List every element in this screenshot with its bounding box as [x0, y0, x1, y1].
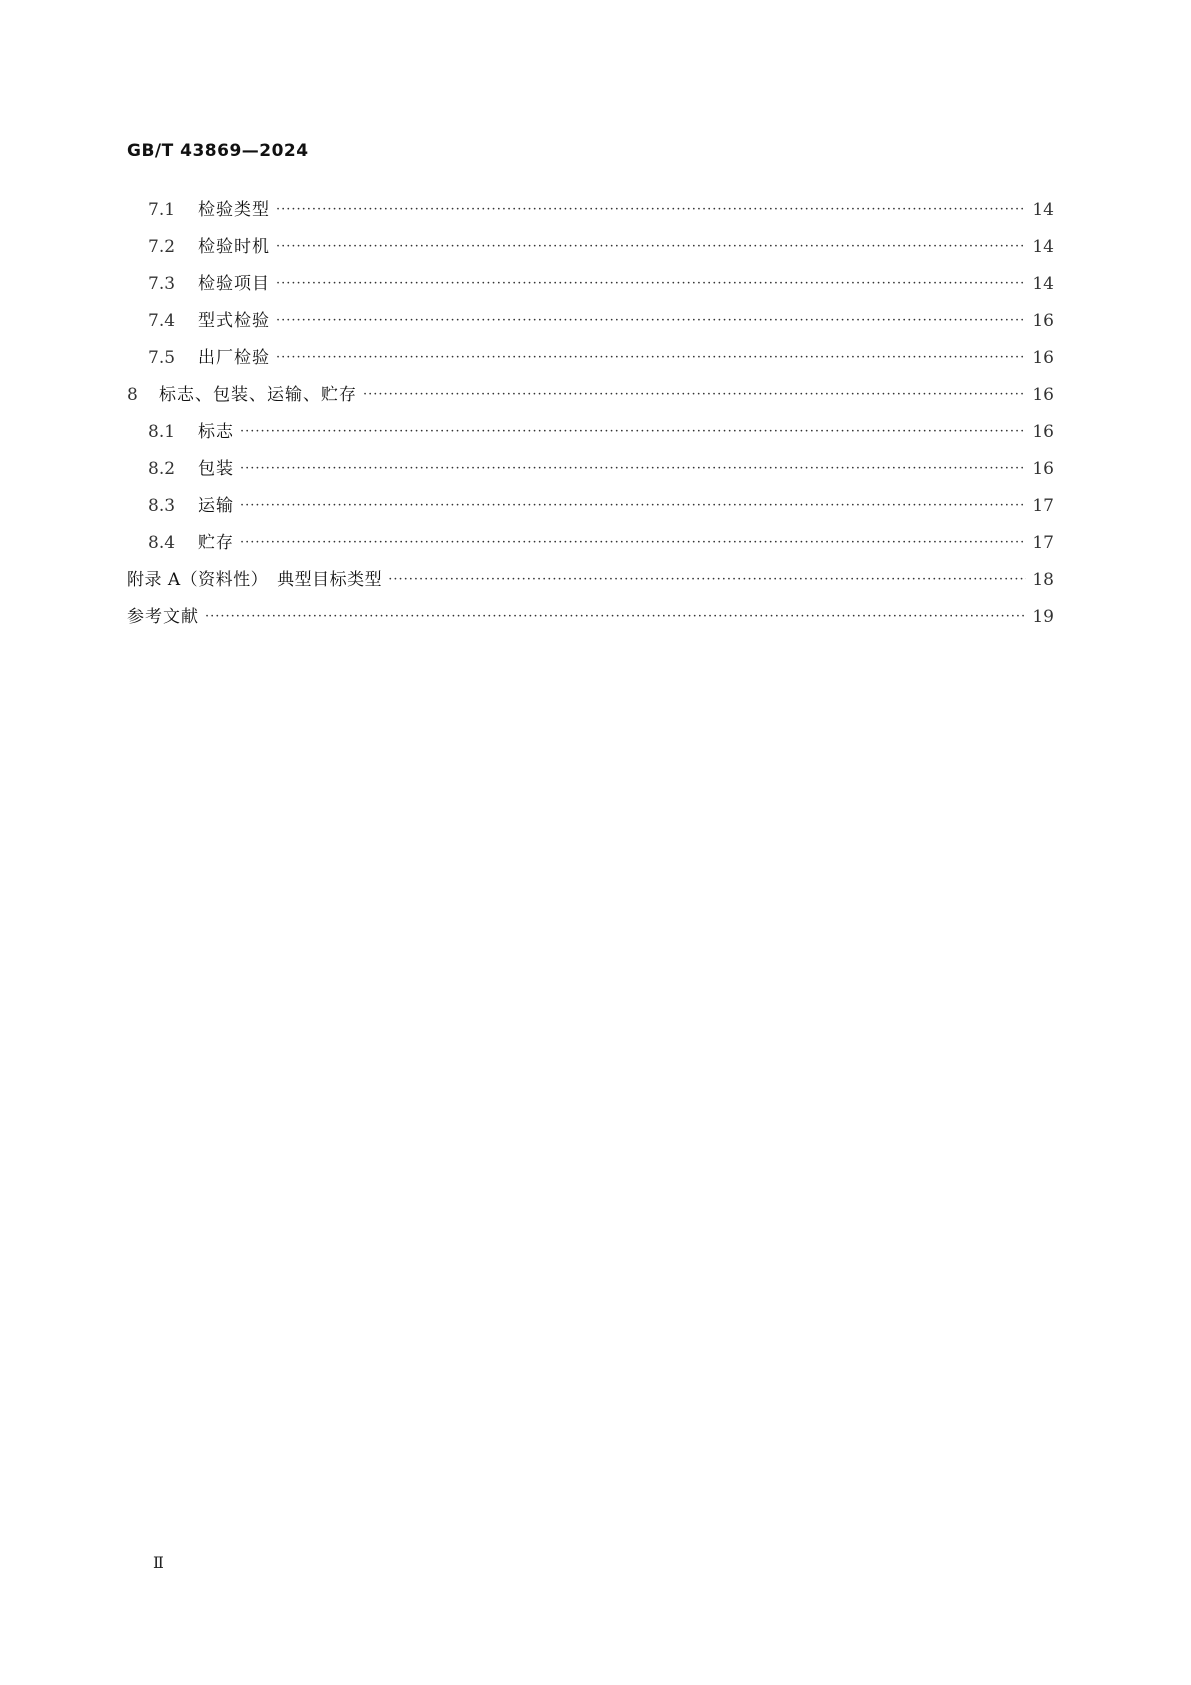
toc-entry-page: 16: [1032, 385, 1054, 405]
toc-leader-dots: [276, 339, 1026, 376]
toc-entry-8-3[interactable]: [127, 488, 1054, 525]
toc-leader-dots: [276, 191, 1026, 228]
toc-entry-number: 8.4: [148, 533, 176, 553]
toc-entry-number: 7.2: [148, 237, 176, 257]
toc-entry-title: 运输: [198, 496, 234, 516]
toc-entry-title: 型式检验: [198, 311, 270, 331]
toc-entry-7-1[interactable]: [127, 192, 1054, 229]
toc-entry-page: 16: [1032, 459, 1054, 479]
toc-entry-number: 7.5: [148, 348, 176, 368]
toc-entry-page: 14: [1032, 237, 1054, 257]
toc-entry-7-5[interactable]: [127, 340, 1054, 377]
toc-entry-number: 8: [127, 385, 138, 405]
toc-leader-dots: [240, 524, 1026, 561]
toc-entry-references[interactable]: [127, 599, 1054, 636]
toc-entry-page: 16: [1032, 311, 1054, 331]
table-of-contents: [127, 192, 1054, 636]
toc-entry-title: 检验类型: [198, 200, 270, 220]
toc-entry-page: 17: [1032, 533, 1054, 553]
toc-entry-8-4[interactable]: [127, 525, 1054, 562]
toc-leader-dots: [240, 487, 1026, 524]
toc-entry-page: 16: [1032, 422, 1054, 442]
toc-entry-number: 7.1: [148, 200, 176, 220]
toc-entry-number: 8.2: [148, 459, 176, 479]
toc-entry-title: 附录 A（资料性） 典型目标类型: [127, 570, 383, 590]
toc-leader-dots: [388, 561, 1026, 598]
toc-leader-dots: [276, 302, 1026, 339]
toc-entry-7-2[interactable]: [127, 229, 1054, 266]
page-number: Ⅱ: [153, 1553, 164, 1572]
toc-entry-8-1[interactable]: [127, 414, 1054, 451]
toc-leader-dots: [276, 265, 1026, 302]
toc-entry-number: 7.4: [148, 311, 176, 331]
toc-entry-title: 检验时机: [198, 237, 270, 257]
toc-entry-8[interactable]: [127, 377, 1054, 414]
toc-entry-7-4[interactable]: [127, 303, 1054, 340]
toc-entry-number: 8.3: [148, 496, 176, 516]
toc-leader-dots: [363, 376, 1026, 413]
toc-entry-title: 贮存: [198, 533, 234, 553]
toc-entry-8-2[interactable]: [127, 451, 1054, 488]
toc-entry-page: 16: [1032, 348, 1054, 368]
toc-entry-title: 检验项目: [198, 274, 270, 294]
toc-leader-dots: [276, 228, 1026, 265]
standard-code-header: GB/T 43869—2024: [127, 141, 309, 161]
toc-entry-title: 标志: [198, 422, 234, 442]
toc-leader-dots: [240, 413, 1026, 450]
toc-entry-title: 参考文献: [127, 607, 199, 627]
toc-leader-dots: [205, 598, 1026, 635]
toc-entry-7-3[interactable]: [127, 266, 1054, 303]
toc-entry-number: 7.3: [148, 274, 176, 294]
toc-entry-number: 8.1: [148, 422, 176, 442]
toc-entry-page: 14: [1032, 200, 1054, 220]
toc-entry-page: 18: [1032, 570, 1054, 590]
toc-entry-page: 17: [1032, 496, 1054, 516]
toc-entry-page: 14: [1032, 274, 1054, 294]
toc-entry-title: 标志、包装、运输、贮存: [159, 385, 357, 405]
toc-entry-title: 包装: [198, 459, 234, 479]
toc-entry-appendix-a[interactable]: [127, 562, 1054, 599]
toc-entry-page: 19: [1032, 607, 1054, 627]
toc-leader-dots: [240, 450, 1026, 487]
toc-entry-title: 出厂检验: [198, 348, 270, 368]
